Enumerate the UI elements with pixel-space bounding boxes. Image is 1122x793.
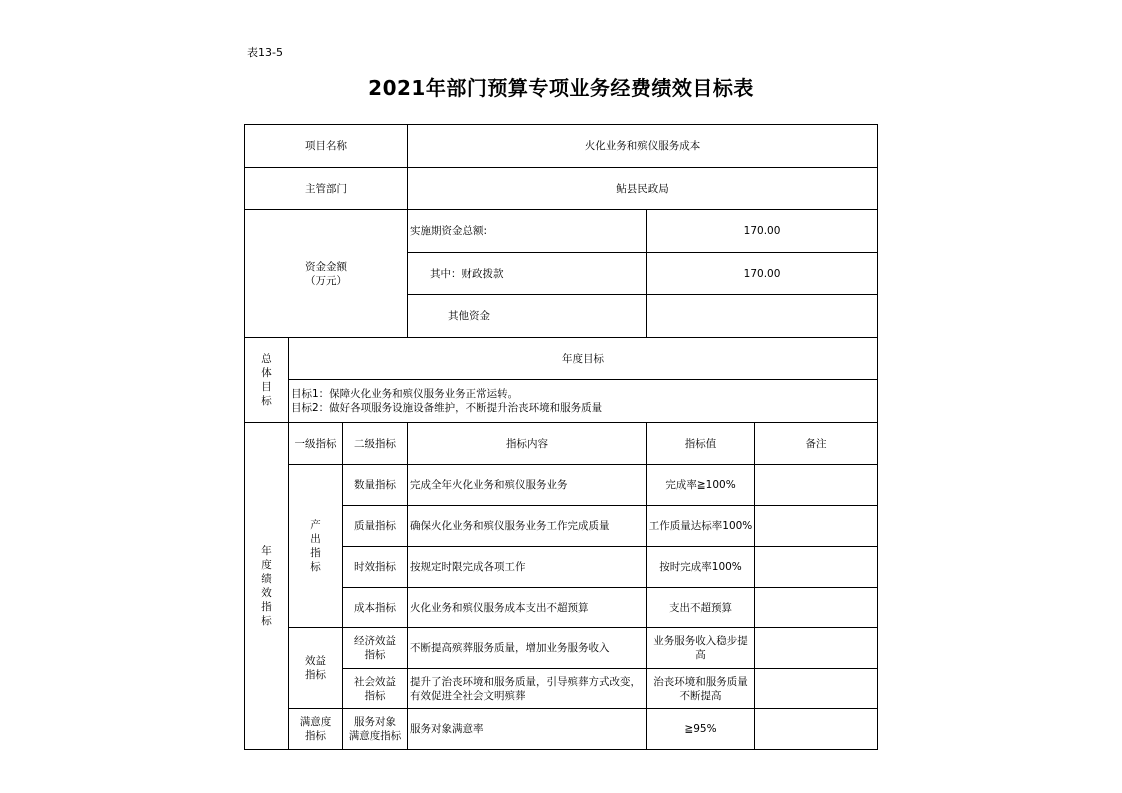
page-title: 2021年部门预算专项业务经费绩效目标表 (368, 76, 754, 100)
funds-fiscal-value: 170.00 (647, 253, 878, 295)
header-remark: 备注 (755, 423, 878, 465)
overall-goals-row (245, 380, 878, 423)
value-cell: 工作质量达标率100% (647, 506, 755, 547)
department-row (245, 168, 878, 210)
value-cell: 支出不超预算 (647, 588, 755, 628)
goal-2: 目标2：做好各项服务设施设备维护，不断提升治丧环境和服务质量 (291, 402, 603, 414)
indicator-side-label (245, 423, 289, 750)
table-row (245, 465, 878, 506)
level2-cell: 成本指标 (343, 588, 408, 628)
value-cell: 按时完成率100% (647, 547, 755, 588)
benefit-line2: 指标 (305, 669, 326, 681)
value-line: 不断提高 (679, 689, 722, 702)
content-cell (408, 669, 647, 709)
value-line: 高 (695, 649, 706, 661)
header-level2: 二级指标 (343, 423, 408, 465)
remark-cell (755, 547, 878, 588)
remark-cell (755, 465, 878, 506)
content-cell: 火化业务和殡仪服务成本支出不超预算 (408, 588, 647, 628)
indicator-side-char: 绩 (261, 573, 272, 585)
level2-cell: 质量指标 (343, 506, 408, 547)
overall-side-char: 体 (261, 367, 272, 379)
funds-total-value: 170.00 (647, 210, 878, 253)
indicator-side-char: 标 (261, 615, 272, 627)
level2-line: 指标 (364, 689, 386, 702)
satisfaction-indicator-label (289, 709, 343, 750)
header-content: 指标内容 (408, 423, 647, 465)
indicator-side-char: 年 (261, 545, 272, 557)
header-value: 指标值 (647, 423, 755, 465)
overall-side-char: 总 (261, 353, 272, 365)
project-value: 火化业务和殡仪服务成本 (408, 125, 878, 168)
benefit-line1: 效益 (305, 655, 326, 667)
table-row (245, 628, 878, 669)
level2-line: 满意度指标 (348, 730, 402, 742)
funds-label-line1: 资金金额 (305, 260, 348, 273)
level2-line: 指标 (364, 649, 386, 661)
content-cell: 完成全年火化业务和殡仪服务业务 (408, 465, 647, 506)
department-value: 鲇县民政局 (408, 168, 878, 210)
level2-cell: 数量指标 (343, 465, 408, 506)
level2-cell: 时效指标 (343, 547, 408, 588)
value-cell: ≧95% (647, 709, 755, 750)
remark-cell (755, 669, 878, 709)
indicator-side-char: 效 (261, 587, 272, 599)
performance-table (244, 124, 878, 750)
level2-cell (343, 669, 408, 709)
output-char: 出 (310, 533, 321, 545)
overall-side-char: 目 (261, 381, 272, 393)
level2-cell (343, 628, 408, 669)
value-line: 治丧环境和服务质量 (653, 675, 748, 688)
content-cell: 确保火化业务和殡仪服务业务工作完成质量 (408, 506, 647, 547)
remark-cell (755, 709, 878, 750)
level2-line: 社会效益 (354, 675, 397, 688)
output-char: 指 (310, 547, 321, 559)
level2-cell (343, 709, 408, 750)
output-char: 产 (310, 519, 321, 531)
level2-line: 服务对象 (354, 716, 397, 728)
funds-label-line2: （万元） (305, 274, 348, 287)
benefit-indicator-label (289, 628, 343, 709)
content-line: 有效促进全社会文明殡葬 (410, 689, 526, 702)
funds-label (245, 210, 408, 338)
overall-goals (289, 380, 878, 423)
overall-header-row (245, 338, 878, 380)
goal-1: 目标1：保障火化业务和殡仪服务业务正常运转。 (291, 388, 519, 400)
overall-side-char: 标 (261, 395, 272, 407)
content-line: 提升了治丧环境和服务质量，引导殡葬方式改变， (410, 675, 642, 688)
department-label: 主管部门 (245, 168, 408, 210)
form-number: 表13-5 (247, 46, 283, 59)
overall-side-label (245, 338, 289, 423)
value-cell (647, 628, 755, 669)
funds-total-label: 实施期资金总额: (408, 210, 647, 253)
funds-other-label: 其他资金 (408, 295, 647, 338)
level2-line: 经济效益 (354, 635, 397, 647)
indicator-side-char: 度 (261, 559, 272, 571)
content-cell: 按规定时限完成各项工作 (408, 547, 647, 588)
table-row (245, 709, 878, 750)
satisfaction-line1: 满意度 (299, 716, 332, 728)
remark-cell (755, 506, 878, 547)
project-row (245, 125, 878, 168)
indicator-header-row (245, 423, 878, 465)
content-cell: 不断提高殡葬服务质量，增加业务服务收入 (408, 628, 647, 669)
header-level1: 一级指标 (289, 423, 343, 465)
remark-cell (755, 588, 878, 628)
overall-header: 年度目标 (289, 338, 878, 380)
value-line: 业务服务收入稳步提 (653, 635, 748, 647)
project-label: 项目名称 (245, 125, 408, 168)
funds-total-row (245, 210, 878, 253)
value-cell: 完成率≧100% (647, 465, 755, 506)
content-cell: 服务对象满意率 (408, 709, 647, 750)
funds-fiscal-label: 其中：财政拨款 (408, 253, 647, 295)
output-indicator-label (289, 465, 343, 628)
output-char: 标 (310, 561, 321, 573)
satisfaction-line2: 指标 (305, 730, 326, 742)
remark-cell (755, 628, 878, 669)
value-cell (647, 669, 755, 709)
indicator-side-char: 指 (261, 601, 272, 613)
funds-other-value (647, 295, 878, 338)
